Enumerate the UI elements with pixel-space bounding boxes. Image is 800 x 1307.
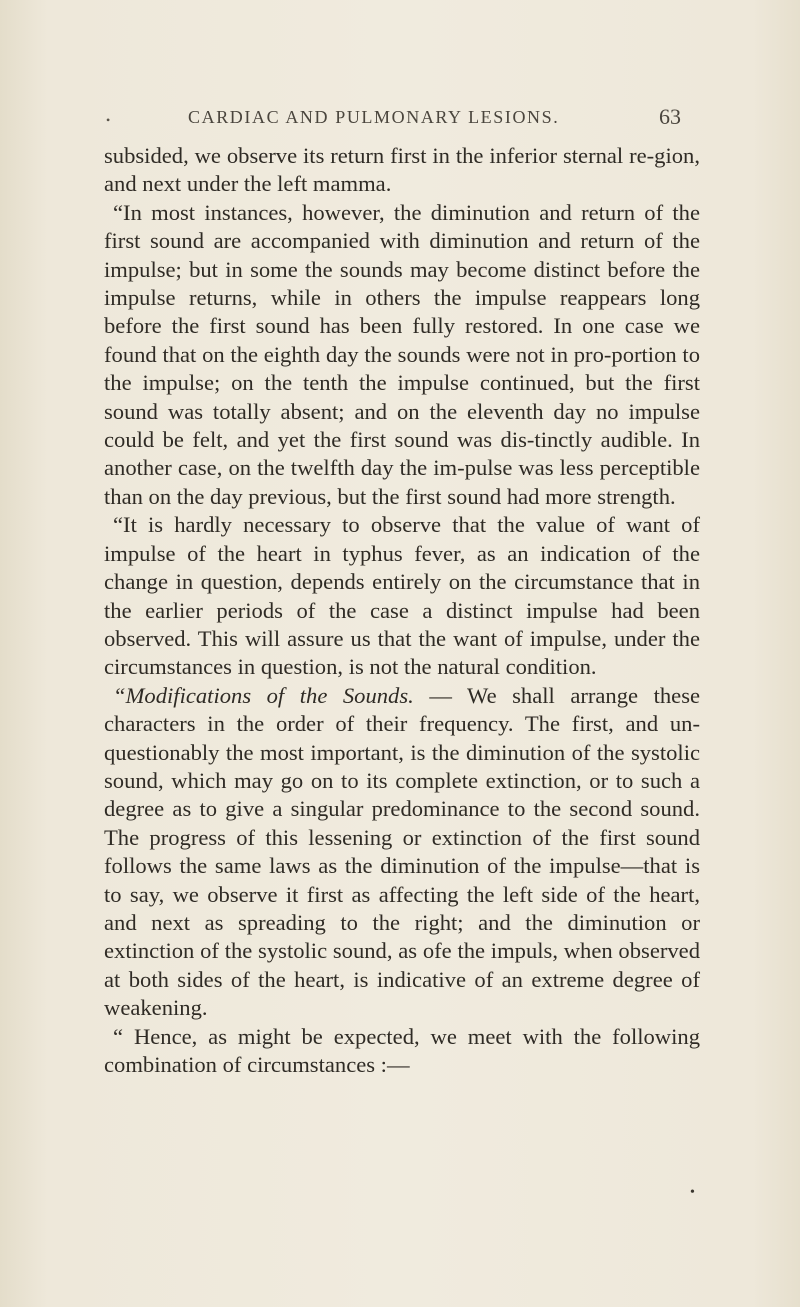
paragraph-5: “ Hence, as might be expected, we meet with the following combination of circumstances :— — [104, 1023, 700, 1077]
paragraph-4-text: — We shall arrange these characters in the order of their frequency. The first, and un-questionably the most important, is the diminution of the systolic sound, which may go on to its complete extinction, or to such a degree as to give a singular predominance to the second sound. The progress of this lessening or extinction of the first sound follows the same laws as the diminution of the impulse—that is to say, we observe it first as affecting the left side of the heart, and next as spreading to the right; and the diminution or extinction of the systolic sound, as ofe the impuls, when observed at both sides of the heart, is indicative of an extreme degree of weakening. — [104, 682, 701, 1021]
running-head: CARDIAC AND PULMONARY LESIONS. — [188, 107, 560, 127]
section-heading: “Modifications of the Sounds. — [113, 682, 414, 708]
paragraph-4 — [104, 682, 700, 1023]
header-dot: • — [106, 113, 111, 127]
page-header — [0, 104, 800, 136]
paragraph-2: “In most instances, however, the diminution and return of the first sound are accompanied with diminution and return of the impulse; but in some the sounds may become distinct before the impulse returns, while in others the impulse reappears long before the first sound has been fully restored. In one case we found that on the eighth day the sounds were not in pro-portion to the impulse; on the tenth the impulse continued, but the first sound was totally absent; and on the eleventh day no impulse could be felt, and yet the first sound was dis-tinctly audible. In another case, on the twelfth day the im-pulse was less perceptible than on the day previous, but the first sound had more strength. — [104, 199, 700, 509]
print-speck: • — [690, 1185, 695, 1200]
body-text — [104, 142, 700, 1079]
paragraph-1: subsided, we observe its return first in the inferior sternal re-gion, and next under the left mamma. — [104, 143, 700, 197]
page-number: 63 — [659, 104, 681, 129]
paragraph-3: “It is hardly necessary to observe that the value of want of impulse of the heart in typhus fever, as an indication of the change in question, depends entirely on the circumstance that in the earlier periods of the case a distinct impulse had been observed. This will assure us that the want of impulse, under the circumstances in question, is not the natural condition. — [104, 512, 700, 680]
